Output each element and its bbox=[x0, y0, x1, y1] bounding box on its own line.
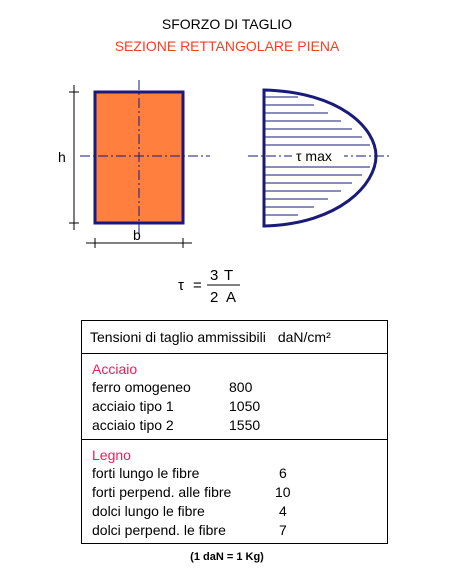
formula-denominator-2: 2 bbox=[210, 289, 219, 306]
width-label: b bbox=[133, 227, 141, 243]
table-row: dolci perpend. le fibre 7 bbox=[92, 522, 287, 538]
table-row: forti lungo le fibre 6 bbox=[92, 465, 287, 481]
row-value: 10 bbox=[275, 484, 291, 500]
formula-lhs: τ bbox=[178, 277, 184, 294]
table-header bbox=[82, 321, 387, 354]
formula-numerator-3: 3 bbox=[210, 267, 219, 284]
page-subtitle: SEZIONE RETTANGOLARE PIENA bbox=[114, 38, 340, 54]
allowable-shear-table bbox=[81, 320, 388, 544]
table-header-unit: daN/cm² bbox=[277, 329, 331, 345]
formula-equals: = bbox=[193, 277, 202, 294]
row-value: 800 bbox=[229, 379, 253, 395]
formula-denominator-a: A bbox=[226, 289, 237, 306]
row-value: 4 bbox=[279, 503, 287, 519]
row-value: 7 bbox=[279, 522, 287, 538]
height-label: h bbox=[58, 149, 66, 165]
tau-max-label: τ max bbox=[296, 148, 332, 164]
formula-numerator-t: T bbox=[224, 267, 234, 284]
table-header-title: Tensioni di taglio ammissibili bbox=[90, 329, 266, 345]
table-row: dolci lungo le fibre 4 bbox=[92, 503, 287, 519]
section-title: Acciaio bbox=[92, 361, 138, 377]
section-acciaio bbox=[82, 354, 387, 440]
table-row: forti perpend. alle fibre 10 bbox=[92, 484, 291, 500]
section-legno bbox=[82, 440, 387, 544]
row-value: 1050 bbox=[229, 398, 261, 414]
row-value: 6 bbox=[279, 465, 287, 481]
section-title: Legno bbox=[92, 447, 131, 463]
page-title: SFORZO DI TAGLIO bbox=[161, 16, 293, 32]
unit-footnote: (1 daN = 1 Kg) bbox=[190, 551, 264, 563]
table-row: acciaio tipo 1 1050 bbox=[92, 398, 261, 414]
table-row: ferro omogeneo 800 bbox=[92, 379, 253, 395]
table-row: acciaio tipo 2 1550 bbox=[92, 417, 261, 433]
row-value: 1550 bbox=[229, 417, 261, 433]
